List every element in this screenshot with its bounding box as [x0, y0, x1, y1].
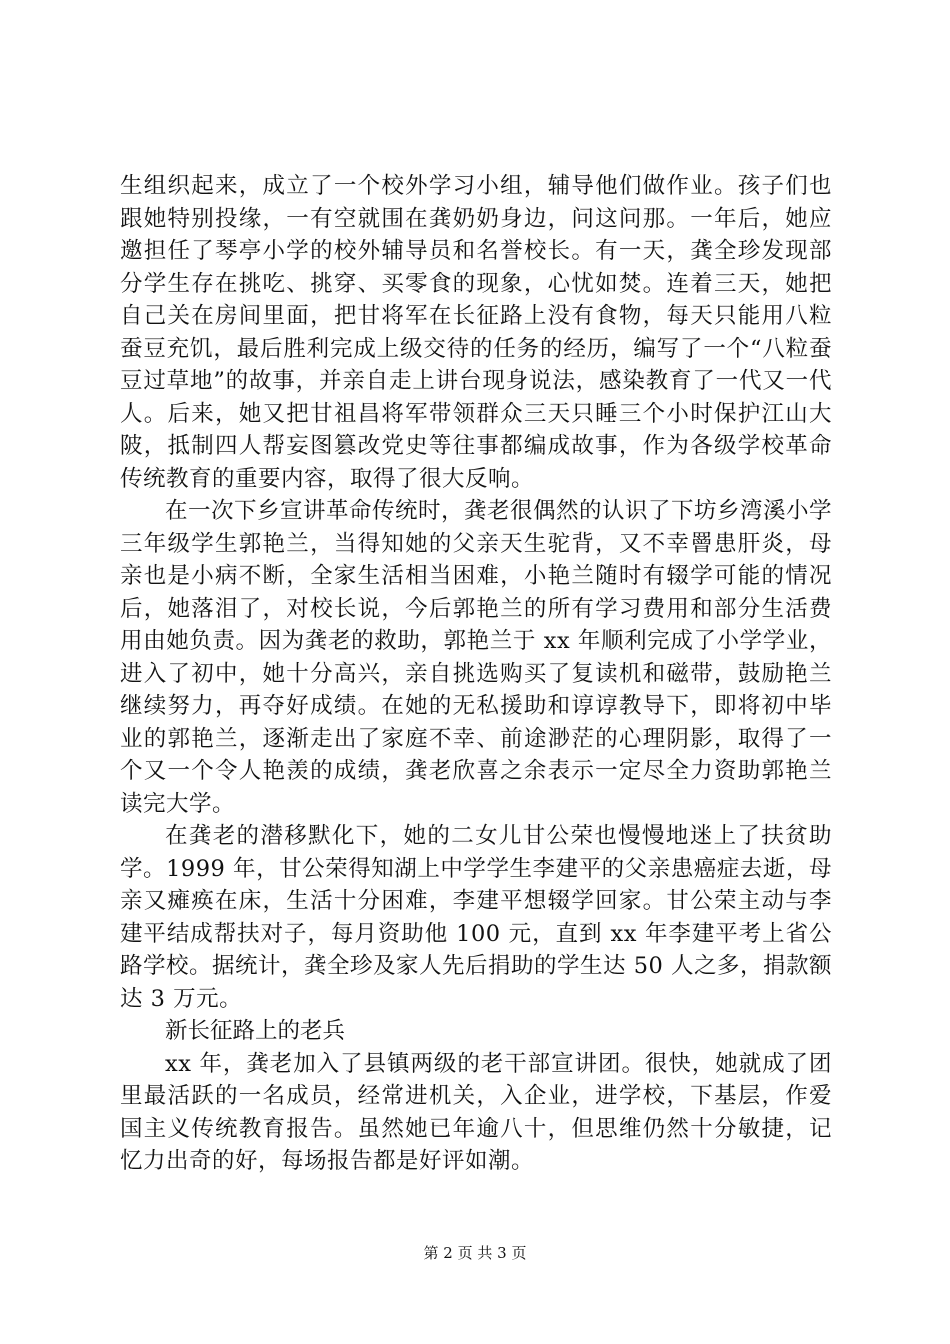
- paragraph-1: 生组织起来，成立了一个校外学习小组，辅导他们做作业。孩子们也跟她特别投缘，一有空就围在龚奶奶身边，问这问那。一年后，她应邀担任了琴亭小学的校外辅导员和名誉校长。有一天，龚全珍发现部分学生存在挑吃、挑穿、买零食的现象，心忧如焚。连着三天，她把自己关在房间里面，把甘将军在长征路上没有食物，每天只能用八粒蚕豆充饥，最后胜利完成上级交待的任务的经历，编写了一个“八粒蚕豆过草地”的故事，并亲自走上讲台现身说法，感染教育了一代又一代人。后来，她又把甘祖昌将军带领群众三天只睡三个小时保护江山大陂，抵制四人帮妄图篡改党史等往事都编成故事，作为各级学校革命传统教育的重要内容，取得了很大反响。: [120, 173, 832, 492]
- paragraph-4: xx 年，龚老加入了县镇两级的老干部宣讲团。很快，她就成了团里最活跃的一名成员，经常进机关，入企业，进学校，下基层，作爱国主义传统教育报告。虽然她已年逾八十，但思维仍然十分敏捷，记忆力出奇的好，每场报告都是好评如潮。: [120, 1050, 832, 1174]
- paragraph-2: 在一次下乡宣讲革命传统时，龚老很偶然的认识了下坊乡湾溪小学三年级学生郭艳兰，当得知她的父亲天生驼背，又不幸罾患肝炎，母亲也是小病不断，全家生活相当困难，小艳兰随时有辍学可能的情况后，她落泪了，对校长说，今后郭艳兰的所有学习费用和部分生活费用由她负责。因为龚老的救助，郭艳兰于 xx 年顺利完成了小学学业，进入了初中，她十分高兴，亲自挑选购买了复读机和磁带，鼓励艳兰继续努力，再夺好成绩。在她的无私援助和谆谆教导下，即将初中毕业的郭艳兰，逐渐走出了家庭不幸、前途渺茫的心理阴影，取得了一个又一个令人艳羡的成绩，龚老欣喜之余表示一定尽全力资助郭艳兰读完大学。: [120, 498, 833, 817]
- paragraph-3: 在龚老的潜移默化下，她的二女儿甘公荣也慢慢地迷上了扶贫助学。1999 年，甘公荣得知湖上中学学生李建平的父亲患癌症去逝，母亲又瘫痪在床，生活十分困难，李建平想辍学回家。甘公荣主动与李建平结成帮扶对子，每月资助他 100 元，直到 xx 年李建平考上省公路学校。据统计，龚全珍及家人先后捐助的学生达 50 人之多，捐款额达 3 万元。: [120, 823, 832, 1012]
- document-body: [120, 170, 832, 1178]
- page-footer: 第 2 页 共 3 页: [423, 1244, 527, 1262]
- section-heading: 新长征路上的老兵: [165, 1018, 346, 1044]
